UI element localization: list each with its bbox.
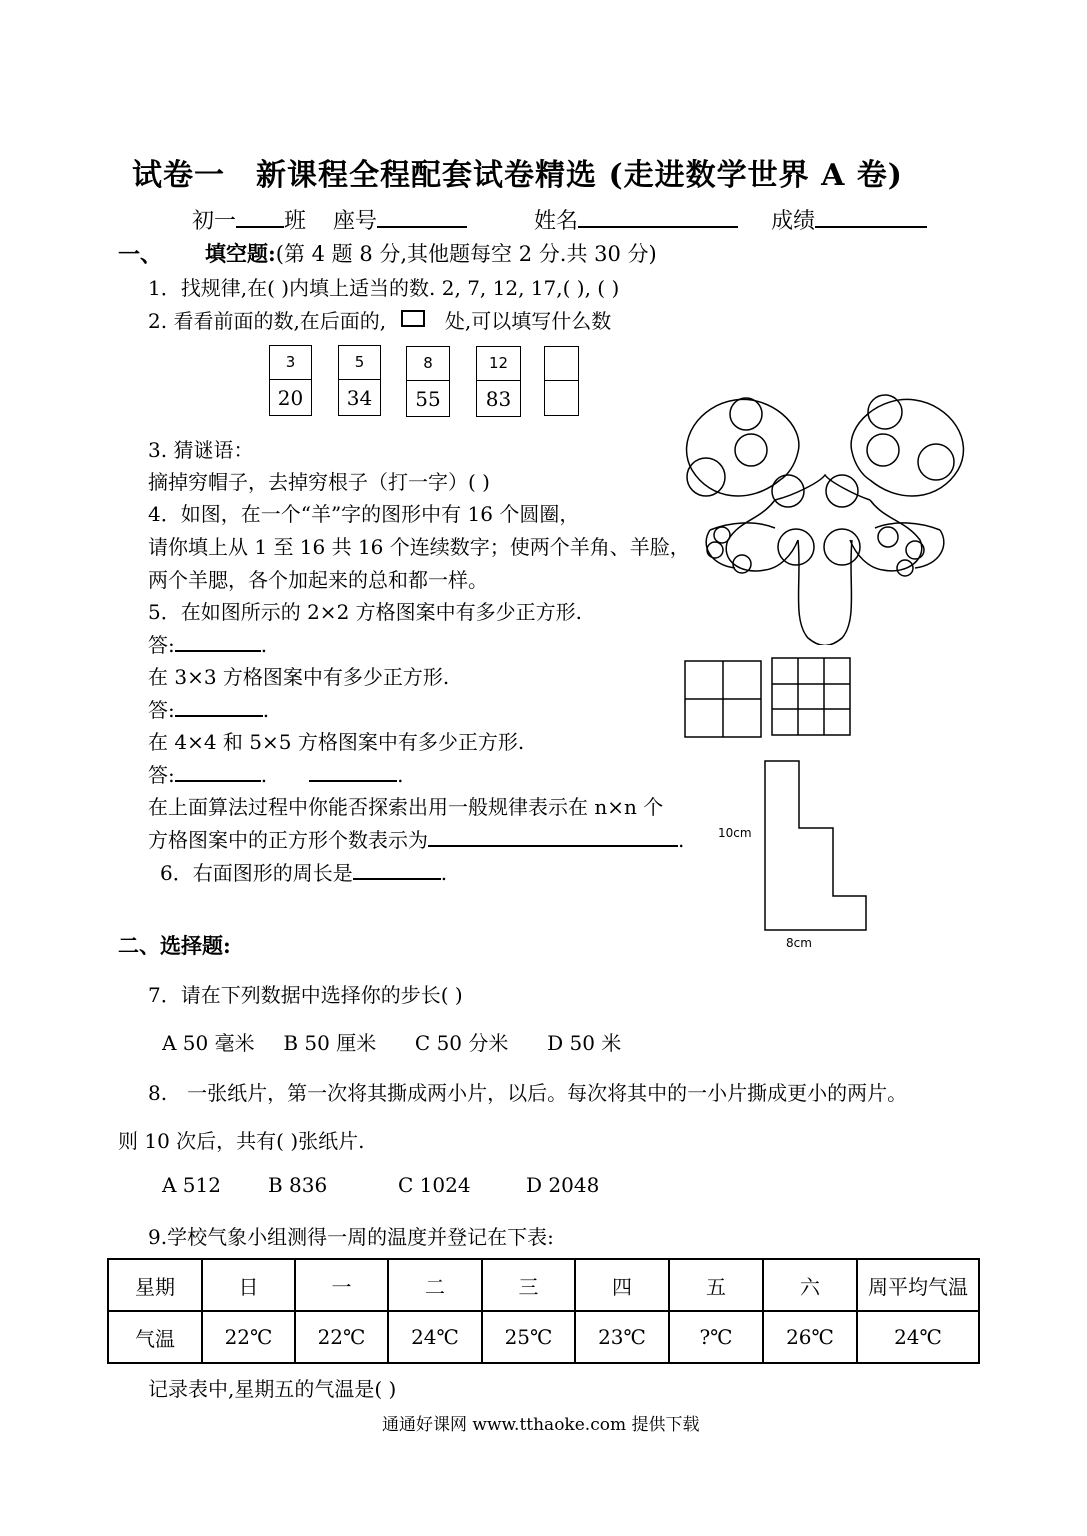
table-cell: 22℃: [295, 1311, 388, 1363]
table-cell: 22℃: [202, 1311, 295, 1363]
table-cell: 六: [763, 1259, 857, 1311]
question-4-line3: 两个羊腮，各个加起来的总和都一样。: [148, 568, 488, 592]
circle: [778, 529, 814, 565]
question-5-line5-text: 方格图案中的正方形个数表示为: [148, 828, 428, 852]
staircase-figure: [764, 760, 868, 932]
card-bottom: 20: [277, 386, 304, 410]
footer: 通通好课网 www.tthaoke.com 提供下载: [382, 1415, 700, 1435]
header-fields: [192, 204, 927, 235]
section1-heading: [205, 238, 657, 268]
answer-blank[interactable]: [309, 760, 397, 782]
circle: [687, 458, 725, 496]
table-cell: 26℃: [763, 1311, 857, 1363]
answer-blank[interactable]: [353, 858, 441, 880]
card-bottom: [545, 381, 578, 414]
grid-2x2: [684, 660, 762, 738]
circle: [707, 542, 723, 558]
table-cell: 周平均气温: [857, 1259, 979, 1311]
option-d[interactable]: D 2048: [526, 1173, 600, 1197]
question-4-line1: 4．如图，在一个“羊”字的图形中有 16 个圆圈，: [148, 502, 580, 526]
question-6-text: 6．右面图形的周长是: [160, 861, 353, 885]
circle: [878, 527, 898, 547]
question-5-line1: 5．在如图所示的 2×2 方格图案中有多少正方形.: [148, 600, 583, 624]
card-top: 12: [477, 347, 520, 381]
question-1: 1．找规律,在( )内填上适当的数. 2, 7, 12, 17,( ), ( ): [148, 276, 620, 300]
grid-3x3: [771, 657, 851, 736]
table-cell: 星期: [108, 1259, 202, 1311]
circle: [735, 434, 767, 466]
answer-row-1: 答: .: [148, 629, 267, 658]
number-card: [476, 346, 521, 417]
option-b[interactable]: B 836: [268, 1173, 328, 1197]
number-card: [406, 346, 450, 417]
name-label: 姓名: [534, 209, 579, 234]
name-blank[interactable]: [578, 206, 738, 228]
table-cell: 气温: [108, 1311, 202, 1363]
card-bottom: 34: [346, 386, 373, 410]
question-4-line2: 请你填上从 1 至 16 共 16 个连续数字；使两个羊角、羊脸，: [148, 535, 690, 559]
number-card-blank[interactable]: [544, 346, 579, 416]
table-cell: ?℃: [669, 1311, 763, 1363]
card-top: [545, 347, 578, 381]
table-cell: 三: [482, 1259, 575, 1311]
card-top: 3: [270, 346, 311, 380]
number-card: [338, 345, 381, 416]
table-cell: 25℃: [482, 1311, 575, 1363]
question-9: 9.学校气象小组测得一周的温度并登记在下表:: [148, 1225, 554, 1249]
circle: [824, 529, 860, 565]
class-blank[interactable]: [236, 206, 284, 228]
circle: [867, 434, 899, 466]
q7-options: [162, 1027, 621, 1056]
table-cell: 四: [575, 1259, 669, 1311]
question-2-tail: 处,可以填写什么数: [444, 309, 612, 333]
grade-label: 初一: [192, 209, 237, 234]
card-top: 5: [339, 346, 380, 380]
table-cell: 二: [388, 1259, 482, 1311]
seat-label: 座号: [333, 209, 378, 234]
option-c[interactable]: C 1024: [398, 1173, 471, 1197]
score-label: 成绩: [771, 209, 816, 234]
card-bottom: 83: [485, 387, 512, 411]
circle: [868, 395, 902, 429]
question-7: 7．请在下列数据中选择你的步长( ): [148, 983, 463, 1007]
table-cell: 24℃: [857, 1311, 979, 1363]
number-card: [269, 345, 312, 416]
sheep-figure: [680, 390, 970, 645]
q8-options: [162, 1173, 599, 1197]
table-cell: 五: [669, 1259, 763, 1311]
question-3-text: 摘掉穷帽子，去掉穷根子（打一字）( ): [148, 470, 490, 494]
question-2: [148, 305, 611, 334]
card-bottom: 55: [415, 387, 441, 411]
answer-blank[interactable]: [428, 825, 678, 847]
answer-blank[interactable]: [175, 630, 261, 652]
answer-label: 答:: [148, 698, 175, 722]
question-3-title: 3. 猜谜语：: [148, 438, 254, 462]
seat-blank[interactable]: [377, 206, 467, 228]
table-cell: 一: [295, 1259, 388, 1311]
table-row: [108, 1311, 979, 1363]
section1-note: (第 4 题 8 分,其他题每空 2 分.共 30 分): [275, 242, 657, 266]
table-cell: 日: [202, 1259, 295, 1311]
option-c[interactable]: C 50 分米: [414, 1031, 509, 1055]
question-9-prompt: 记录表中,星期五的气温是( ): [148, 1377, 397, 1401]
section1-title: 填空题:: [205, 241, 276, 266]
section1-number: 一、: [118, 242, 163, 268]
question-5-line2: 在 3×3 方格图案中有多少正方形.: [148, 665, 450, 689]
answer-blank[interactable]: [175, 760, 261, 782]
question-5-line5: 方格图案中的正方形个数表示为 .: [148, 824, 684, 853]
circle: [714, 527, 730, 543]
option-a[interactable]: A 512: [162, 1173, 221, 1197]
circle: [826, 475, 858, 507]
option-b[interactable]: B 50 厘米: [283, 1031, 377, 1055]
width-label: 8cm: [786, 936, 812, 950]
circle: [897, 560, 913, 576]
card-top: 8: [407, 347, 449, 381]
answer-label: 答:: [148, 763, 175, 787]
table-cell: 23℃: [575, 1311, 669, 1363]
section2-heading: 二、选择题:: [118, 933, 231, 958]
question-6: 6．右面图形的周长是 .: [160, 857, 447, 886]
page-title: 试卷一 新课程全程配套试卷精选 (走进数学世界 A 卷): [132, 158, 903, 193]
answer-row-3: 答: . .: [148, 759, 403, 788]
temperature-table: [107, 1258, 980, 1364]
table-row: [108, 1259, 979, 1311]
option-d[interactable]: D 50 米: [547, 1031, 622, 1055]
height-label: 10cm: [718, 826, 752, 840]
circle: [918, 444, 954, 480]
question-5-line4: 在上面算法过程中你能否探索出用一般规律表示在 n×n 个: [148, 795, 664, 819]
question-2-text: 2. 看看前面的数,在后面的,: [148, 309, 387, 333]
score-blank[interactable]: [815, 206, 927, 228]
answer-blank[interactable]: [175, 695, 263, 717]
option-a[interactable]: A 50 毫米: [162, 1031, 255, 1055]
answer-label: 答:: [148, 633, 175, 657]
question-8-line2: 则 10 次后，共有( )张纸片.: [118, 1129, 365, 1153]
circle: [730, 398, 762, 430]
circle: [733, 555, 751, 573]
question-8-line1: 8. 一张纸片，第一次将其撕成两小片，以后。每次将其中的一小片撕成更小的两片。: [148, 1081, 908, 1105]
answer-row-2: 答: .: [148, 694, 269, 723]
question-5-line3: 在 4×4 和 5×5 方格图案中有多少正方形.: [148, 730, 525, 754]
class-label: 班: [284, 209, 307, 234]
table-cell: 24℃: [388, 1311, 482, 1363]
blank-box-icon: [401, 310, 425, 327]
